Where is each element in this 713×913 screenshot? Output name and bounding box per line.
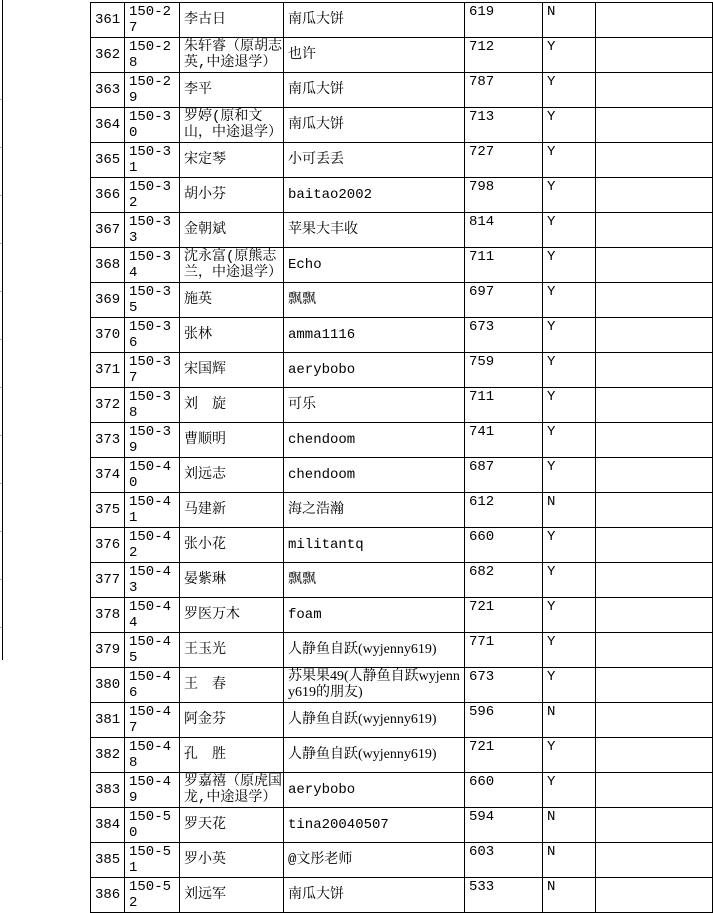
cell-flag[interactable]: N [543,703,596,738]
table-row [91,843,713,878]
cell-flag[interactable]: N [543,843,596,878]
cell-flag[interactable]: Y [543,528,596,563]
cell-row-number[interactable]: 384 [91,808,125,843]
table-row [91,38,713,73]
cell-score[interactable]: 697 [465,283,543,318]
table-row [91,353,713,388]
cell-empty[interactable] [596,3,713,38]
row-boundary-tick [0,435,2,436]
cell-empty[interactable] [596,633,713,668]
cell-code[interactable]: 150-51 [125,843,180,878]
spreadsheet-body [91,3,713,913]
cell-flag[interactable]: Y [543,353,596,388]
cell-name[interactable]: 宋国辉 [180,353,284,388]
table-row [91,738,713,773]
table-row [91,318,713,353]
cell-row-number[interactable]: 383 [91,773,125,808]
cell-row-number[interactable]: 370 [91,318,125,353]
cell-row-number[interactable]: 366 [91,178,125,213]
cell-score[interactable]: 673 [465,318,543,353]
cell-empty[interactable] [596,108,713,143]
cell-empty[interactable] [596,178,713,213]
cell-score[interactable]: 721 [465,738,543,773]
cell-row-number[interactable]: 369 [91,283,125,318]
cell-score[interactable]: 687 [465,458,543,493]
cell-empty[interactable] [596,353,713,388]
cell-score[interactable]: 741 [465,423,543,458]
cell-flag[interactable]: N [543,808,596,843]
row-boundary-tick [0,195,2,196]
cell-score[interactable]: 673 [465,668,543,703]
cell-row-number[interactable]: 377 [91,563,125,598]
cell-name[interactable]: 刘远志 [180,458,284,493]
cell-row-number[interactable]: 380 [91,668,125,703]
cell-code[interactable]: 150-43 [125,563,180,598]
cell-code[interactable]: 150-46 [125,668,180,703]
cell-code[interactable]: 150-31 [125,143,180,178]
cell-flag[interactable]: Y [543,143,596,178]
cell-row-number[interactable]: 364 [91,108,125,143]
cell-code[interactable]: 150-36 [125,318,180,353]
table-row [91,73,713,108]
cell-flag[interactable]: Y [543,668,596,703]
cell-nickname[interactable]: 也许 [284,38,465,73]
cell-empty[interactable] [596,213,713,248]
cell-score[interactable]: 721 [465,598,543,633]
cell-code[interactable]: 150-37 [125,353,180,388]
cell-empty[interactable] [596,143,713,178]
cell-nickname[interactable]: 人静鱼自跃(wyjenny619) [284,703,465,738]
cell-empty[interactable] [596,703,713,738]
table-row [91,458,713,493]
cell-empty[interactable] [596,738,713,773]
cell-score[interactable]: 798 [465,178,543,213]
cell-code[interactable]: 150-33 [125,213,180,248]
table-row [91,3,713,38]
cell-score[interactable]: 771 [465,633,543,668]
cell-name[interactable]: 刘远军 [180,878,284,913]
table-row [91,633,713,668]
cell-name[interactable]: 罗嘉禧（原虎国龙,中途退学） [180,773,284,808]
cell-code[interactable]: 150-50 [125,808,180,843]
cell-flag[interactable]: Y [543,318,596,353]
cell-nickname[interactable]: chendoom [284,458,465,493]
cell-flag[interactable]: Y [543,633,596,668]
cell-empty[interactable] [596,773,713,808]
table-row [91,703,713,738]
table-row [91,808,713,843]
cell-score[interactable]: 660 [465,773,543,808]
cell-nickname[interactable]: 海之浩瀚 [284,493,465,528]
cell-nickname[interactable]: baitao2002 [284,178,465,213]
cell-name[interactable]: 沈永富(原熊志兰，中途退学） [180,248,284,283]
cell-flag[interactable]: Y [543,213,596,248]
row-boundary-tick [0,531,2,532]
cell-nickname[interactable]: aerybobo [284,773,465,808]
cell-flag[interactable]: Y [543,73,596,108]
cell-row-number[interactable]: 361 [91,3,125,38]
cell-flag[interactable]: Y [543,283,596,318]
cell-row-number[interactable]: 371 [91,353,125,388]
cell-flag[interactable]: N [543,878,596,913]
cell-nickname[interactable]: 人静鱼自跃(wyjenny619) [284,633,465,668]
cell-empty[interactable] [596,878,713,913]
row-boundary-tick [0,627,2,628]
cell-row-number[interactable]: 365 [91,143,125,178]
cell-score[interactable]: 533 [465,878,543,913]
cell-code[interactable]: 150-30 [125,108,180,143]
cell-name[interactable]: 李平 [180,73,284,108]
row-boundary-tick [0,147,2,148]
cell-nickname[interactable]: 苹果大丰收 [284,213,465,248]
cell-name[interactable]: 孔 胜 [180,738,284,773]
cell-empty[interactable] [596,283,713,318]
cell-row-number[interactable]: 363 [91,73,125,108]
cell-flag[interactable]: Y [543,248,596,283]
cell-row-number[interactable]: 362 [91,38,125,73]
cell-row-number[interactable]: 373 [91,423,125,458]
cell-flag[interactable]: N [543,493,596,528]
cell-score[interactable]: 612 [465,493,543,528]
cell-nickname[interactable]: 飘飘 [284,283,465,318]
table-row [91,878,713,913]
cell-empty[interactable] [596,248,713,283]
row-boundary-tick [0,291,2,292]
table-row [91,563,713,598]
cell-code[interactable]: 150-34 [125,248,180,283]
cell-flag[interactable]: Y [543,388,596,423]
cell-empty[interactable] [596,318,713,353]
cell-code[interactable]: 150-48 [125,738,180,773]
row-boundary-tick [0,243,2,244]
cell-row-number[interactable]: 378 [91,598,125,633]
cell-code[interactable]: 150-41 [125,493,180,528]
cell-score[interactable]: 759 [465,353,543,388]
cell-empty[interactable] [596,493,713,528]
cell-empty[interactable] [596,388,713,423]
cell-empty[interactable] [596,73,713,108]
cell-row-number[interactable]: 379 [91,633,125,668]
cell-flag[interactable]: Y [543,178,596,213]
cell-row-number[interactable]: 372 [91,388,125,423]
empty-spacer-column [3,0,90,660]
table-row [91,213,713,248]
cell-row-number[interactable]: 381 [91,703,125,738]
cell-name[interactable]: 罗小英 [180,843,284,878]
cell-name[interactable]: 张小花 [180,528,284,563]
cell-score[interactable]: 711 [465,388,543,423]
cell-code[interactable]: 150-40 [125,458,180,493]
cell-flag[interactable]: Y [543,563,596,598]
cell-empty[interactable] [596,38,713,73]
cell-nickname[interactable]: Echo [284,248,465,283]
cell-name[interactable]: 宋定琴 [180,143,284,178]
row-boundary-tick [0,99,2,100]
cell-name[interactable]: 罗天花 [180,808,284,843]
cell-code[interactable]: 150-35 [125,283,180,318]
cell-code[interactable]: 150-28 [125,38,180,73]
cell-flag[interactable]: Y [543,38,596,73]
cell-score[interactable]: 682 [465,563,543,598]
cell-score[interactable]: 727 [465,143,543,178]
cell-name[interactable]: 朱轩睿（原胡志英,中途退学） [180,38,284,73]
cell-nickname[interactable]: aerybobo [284,353,465,388]
table-row [91,178,713,213]
cell-nickname[interactable]: 可乐 [284,388,465,423]
cell-nickname[interactable]: @文彤老师 [284,843,465,878]
table-row [91,143,713,178]
cell-name[interactable]: 张林 [180,318,284,353]
cell-name[interactable]: 金朝斌 [180,213,284,248]
cell-code[interactable]: 150-29 [125,73,180,108]
cell-name[interactable]: 李古日 [180,3,284,38]
row-boundary-tick [0,579,2,580]
cell-nickname[interactable]: 南瓜大饼 [284,108,465,143]
cell-score[interactable]: 596 [465,703,543,738]
cell-row-number[interactable]: 375 [91,493,125,528]
cell-code[interactable]: 150-39 [125,423,180,458]
cell-row-number[interactable]: 367 [91,213,125,248]
spreadsheet-grid [90,2,713,913]
table-row [91,283,713,318]
cell-name[interactable]: 马建新 [180,493,284,528]
cell-name[interactable]: 阿金芬 [180,703,284,738]
row-boundary-tick [0,387,2,388]
cell-nickname[interactable]: 南瓜大饼 [284,878,465,913]
table-row [91,528,713,563]
cell-flag[interactable]: N [543,3,596,38]
cell-nickname[interactable]: militantq [284,528,465,563]
cell-nickname[interactable]: foam [284,598,465,633]
cell-name[interactable]: 王 春 [180,668,284,703]
cell-flag[interactable]: Y [543,108,596,143]
cell-code[interactable]: 150-32 [125,178,180,213]
cell-code[interactable]: 150-49 [125,773,180,808]
cell-empty[interactable] [596,563,713,598]
cell-nickname[interactable]: tina20040507 [284,808,465,843]
cell-row-number[interactable]: 374 [91,458,125,493]
row-boundary-tick [0,483,2,484]
table-row [91,773,713,808]
cell-row-number[interactable]: 382 [91,738,125,773]
table-row [91,388,713,423]
cell-empty[interactable] [596,668,713,703]
cell-score[interactable]: 787 [465,73,543,108]
cell-code[interactable]: 150-27 [125,3,180,38]
cell-empty[interactable] [596,598,713,633]
table-row [91,598,713,633]
table-row [91,423,713,458]
cell-nickname[interactable]: 小可丢丢 [284,143,465,178]
cell-score[interactable]: 594 [465,808,543,843]
cell-code[interactable]: 150-38 [125,388,180,423]
cell-empty[interactable] [596,528,713,563]
cell-score[interactable]: 712 [465,38,543,73]
table-row [91,493,713,528]
table-row [91,108,713,143]
cell-nickname[interactable]: 人静鱼自跃(wyjenny619) [284,738,465,773]
cell-name[interactable]: 王玉光 [180,633,284,668]
cell-score[interactable]: 711 [465,248,543,283]
cell-score[interactable]: 814 [465,213,543,248]
cell-row-number[interactable]: 386 [91,878,125,913]
cell-nickname[interactable]: chendoom [284,423,465,458]
cell-name[interactable]: 曹顺明 [180,423,284,458]
cell-nickname[interactable]: 飘飘 [284,563,465,598]
row-boundary-tick [0,339,2,340]
cell-row-number[interactable]: 376 [91,528,125,563]
cell-score[interactable]: 660 [465,528,543,563]
cell-row-number[interactable]: 368 [91,248,125,283]
cell-name[interactable]: 刘 旋 [180,388,284,423]
cell-flag[interactable]: Y [543,598,596,633]
cell-empty[interactable] [596,808,713,843]
cell-empty[interactable] [596,843,713,878]
table-row [91,668,713,703]
cell-name[interactable]: 罗婷(原和文山，中途退学） [180,108,284,143]
cell-flag[interactable]: Y [543,458,596,493]
cell-code[interactable]: 150-44 [125,598,180,633]
cell-flag[interactable]: Y [543,773,596,808]
cell-nickname[interactable]: 南瓜大饼 [284,3,465,38]
cell-nickname[interactable]: 南瓜大饼 [284,73,465,108]
cell-score[interactable]: 713 [465,108,543,143]
cell-code[interactable]: 150-42 [125,528,180,563]
cell-name[interactable]: 施英 [180,283,284,318]
cell-nickname[interactable]: amma1116 [284,318,465,353]
cell-name[interactable]: 胡小芬 [180,178,284,213]
cell-name[interactable]: 晏紫琳 [180,563,284,598]
cell-score[interactable]: 619 [465,3,543,38]
cell-name[interactable]: 罗医万木 [180,598,284,633]
cell-score[interactable]: 603 [465,843,543,878]
cell-code[interactable]: 150-52 [125,878,180,913]
cell-code[interactable]: 150-47 [125,703,180,738]
cell-code[interactable]: 150-45 [125,633,180,668]
cell-row-number[interactable]: 385 [91,843,125,878]
cell-flag[interactable]: Y [543,423,596,458]
cell-nickname[interactable]: 苏果果49(人静鱼自跃wyjenny619的朋友) [284,668,465,703]
table-row [91,248,713,283]
cell-flag[interactable]: Y [543,738,596,773]
cell-empty[interactable] [596,423,713,458]
cell-empty[interactable] [596,458,713,493]
